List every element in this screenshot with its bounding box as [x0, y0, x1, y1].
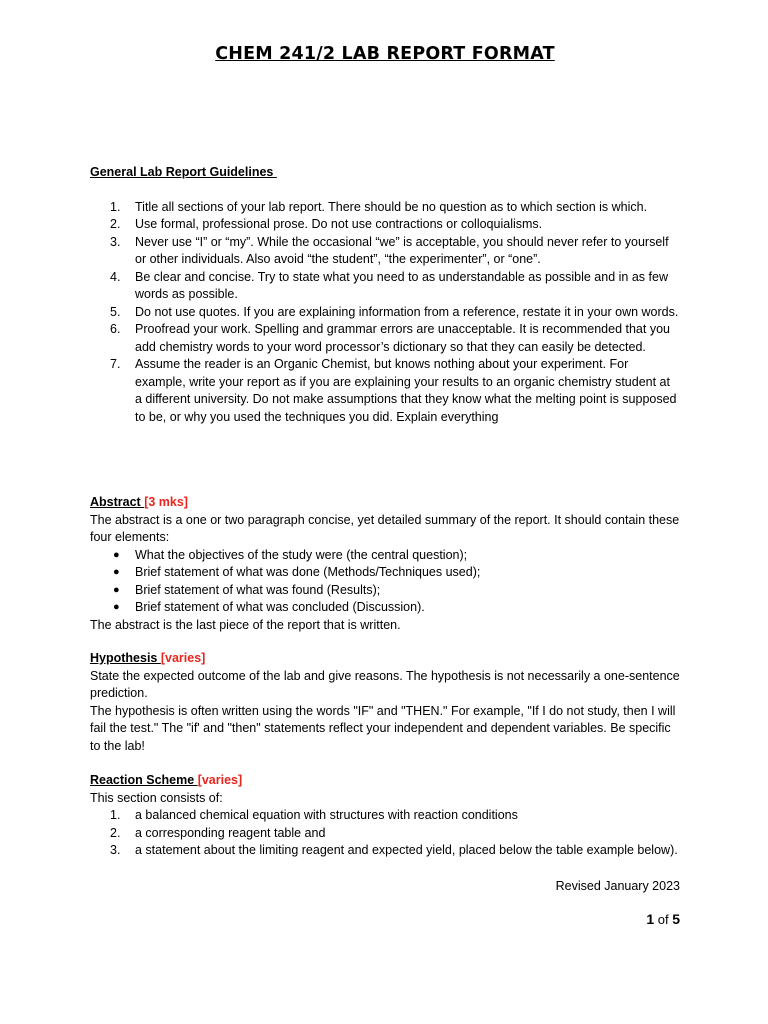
hypothesis-section — [90, 650, 680, 755]
guideline-item: 4. Be clear and concise. Try to state what you need to as understandable as possible and in as few words as possible. — [110, 269, 668, 301]
guideline-item: 5. Do not use quotes. If you are explaining information from a reference, restate it in your own words. — [110, 304, 679, 319]
hypothesis-marks: [varies] — [160, 651, 206, 665]
abstract-closing: The abstract is the last piece of the report that is written. — [90, 617, 401, 632]
reaction-marks: [varies] — [197, 773, 243, 787]
reaction-scheme-section — [90, 772, 680, 860]
abstract-marks: [3 mks] — [144, 495, 188, 509]
page-current: 1 — [646, 911, 655, 927]
page-number — [646, 911, 680, 929]
reaction-heading-line — [90, 772, 680, 790]
reaction-item: 3. a statement about the limiting reagent and expected yield, placed below the table example below). — [110, 843, 678, 857]
page-title: CHEM 241/2 LAB REPORT FORMAT — [215, 44, 555, 64]
abstract-bullet: ● Brief statement of what was found (Results); — [113, 582, 381, 597]
guideline-item: 6. Proofread your work. Spelling and grammar errors are unacceptable. It is recommended that you add chemistry words to your word processor’s dictionary so that they can easily be detected. — [110, 322, 670, 354]
abstract-bullet: ● What the objectives of the study were (the central question); — [113, 547, 468, 562]
reaction-list — [90, 807, 680, 860]
guidelines-section — [90, 164, 680, 426]
guidelines-list — [90, 199, 680, 427]
reaction-item: 2. a corresponding reagent table and — [110, 825, 326, 840]
abstract-bullets — [90, 547, 680, 617]
abstract-heading-line — [90, 494, 680, 512]
guideline-item: 3. Never use “I” or “my”. While the occasional “we” is acceptable, you should never refer to yourself or other individuals. Also avoid “the student”, “the experimenter”, or “one”. — [110, 234, 669, 266]
abstract-section — [90, 494, 680, 634]
guideline-item: 7. Assume the reader is an Organic Chemist, but knows nothing about your experiment. For example, write your report as if you are explaining your results to an organic chemistry student at a different university. Do not make assumptions that they know what the melting point is supposed to be, or why you used the techniques you did. Explain everything — [110, 357, 677, 424]
revised-note: Revised January 2023 — [555, 879, 680, 893]
guidelines-heading: General Lab Report Guidelines — [90, 165, 277, 179]
abstract-bullet: ● Brief statement of what was done (Methods/Techniques used); — [113, 565, 481, 579]
abstract-heading: Abstract — [90, 495, 145, 509]
hypothesis-heading: Hypothesis — [90, 651, 161, 665]
page-total: 5 — [672, 911, 680, 927]
abstract-bullet: ● Brief statement of what was concluded (Discussion). — [113, 600, 425, 614]
hypothesis-paragraph-1: State the expected outcome of the lab and give reasons. The hypothesis is not necessarily a one-sentence prediction. — [90, 668, 680, 700]
reaction-item: 1. a balanced chemical equation with structures with reaction conditions — [110, 808, 518, 822]
guideline-item: 1. Title all sections of your lab report. There should be no question as to which section is which. — [110, 199, 648, 214]
abstract-intro: The abstract is a one or two paragraph concise, yet detailed summary of the report. It should contain these four elements: — [90, 512, 680, 544]
reaction-heading: Reaction Scheme — [90, 773, 198, 787]
reaction-intro: This section consists of: — [90, 790, 223, 805]
page-of: of — [654, 912, 673, 927]
hypothesis-heading-line — [90, 650, 680, 668]
guideline-item: 2. Use formal, professional prose. Do not use contractions or colloquialisms. — [110, 217, 543, 231]
hypothesis-paragraph-2: The hypothesis is often written using the words "IF" and "THEN." For example, "If I do not study, then I will fail the test." The "if' and "then" statements reflect your independent and dependent variables. Be specific to the lab! — [90, 703, 676, 753]
